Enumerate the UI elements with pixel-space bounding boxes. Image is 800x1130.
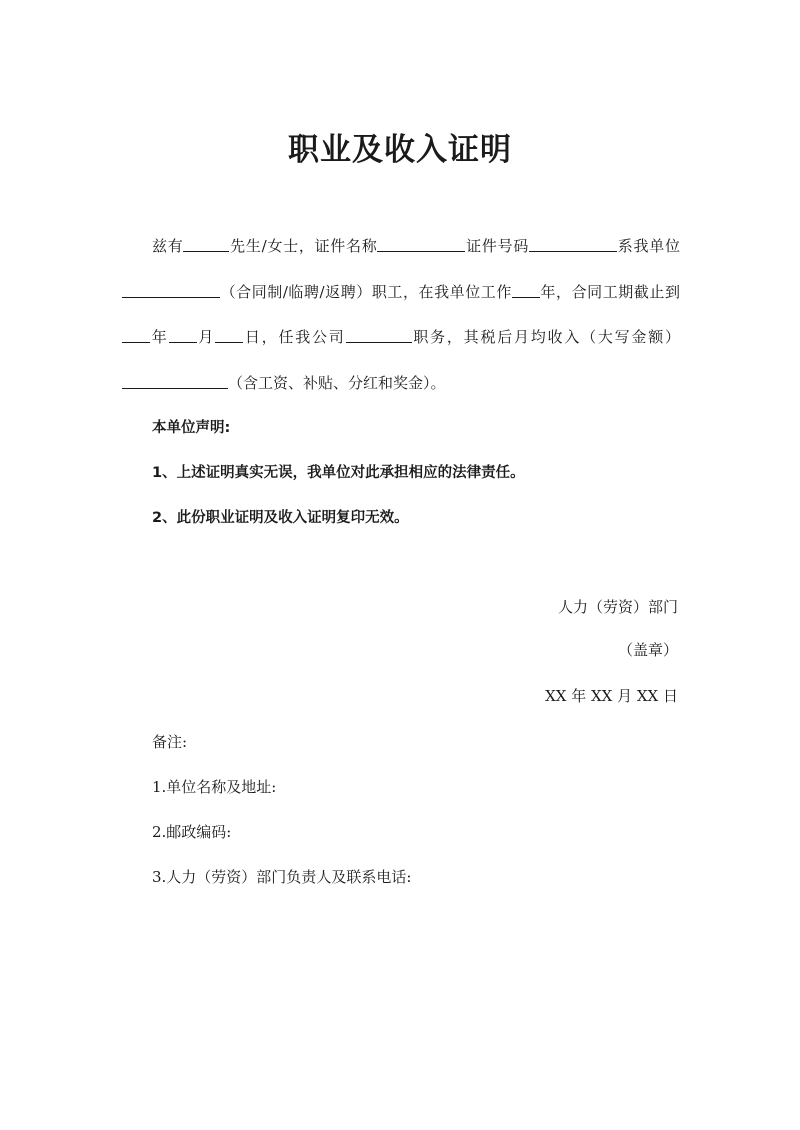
end-year-blank bbox=[122, 328, 150, 343]
statement-heading: 本单位声明: bbox=[152, 420, 231, 436]
body-text-6: 年，合同工期截止到 bbox=[539, 282, 680, 301]
name-blank bbox=[183, 237, 229, 252]
id-type-blank bbox=[377, 237, 465, 252]
body-text-8: 月 bbox=[196, 328, 216, 347]
body-text-1: 兹有 bbox=[152, 237, 184, 255]
signature-department: 人力（劳资）部门 bbox=[557, 598, 678, 616]
statement-item-2: 2、此份职业证明及收入证明复印无效。 bbox=[152, 510, 409, 526]
notes-item-1: 1.单位名称及地址: bbox=[152, 778, 277, 796]
signature-date: XX 年 XX 月 XX 日 bbox=[545, 687, 678, 705]
position-blank bbox=[346, 328, 412, 343]
body-text-5: （合同制/临聘/返聘）职工，在我单位工作 bbox=[220, 282, 512, 301]
body-text-2: 先生/女士，证件名称 bbox=[229, 237, 378, 255]
document-title: 职业及收入证明 bbox=[288, 132, 512, 168]
body-text-10: 职务，其税后月均收入（大写金额） bbox=[411, 328, 680, 347]
body-text-3: 证件号码 bbox=[465, 237, 530, 255]
employer-blank bbox=[122, 283, 220, 298]
body-text-4: 系我单位 bbox=[617, 237, 680, 255]
end-month-blank bbox=[169, 328, 197, 343]
body-text-7: 年 bbox=[150, 328, 169, 347]
years-blank bbox=[512, 283, 540, 298]
id-number-blank bbox=[529, 237, 617, 252]
notes-item-2: 2.邮政编码: bbox=[152, 823, 232, 841]
statement-item-1: 1、上述证明真实无误，我单位对此承担相应的法律责任。 bbox=[152, 465, 525, 481]
end-day-blank bbox=[215, 328, 243, 343]
signature-seal: （盖章） bbox=[617, 641, 678, 659]
certificate-body bbox=[122, 224, 680, 407]
income-blank bbox=[122, 374, 228, 389]
notes-item-3: 3.人力（劳资）部门负责人及联系电话: bbox=[152, 868, 412, 886]
notes-heading: 备注: bbox=[152, 733, 188, 751]
body-text-9: 日，任我公司 bbox=[243, 328, 346, 347]
body-text-11: （含工资、补贴、分红和奖金）。 bbox=[228, 374, 446, 393]
